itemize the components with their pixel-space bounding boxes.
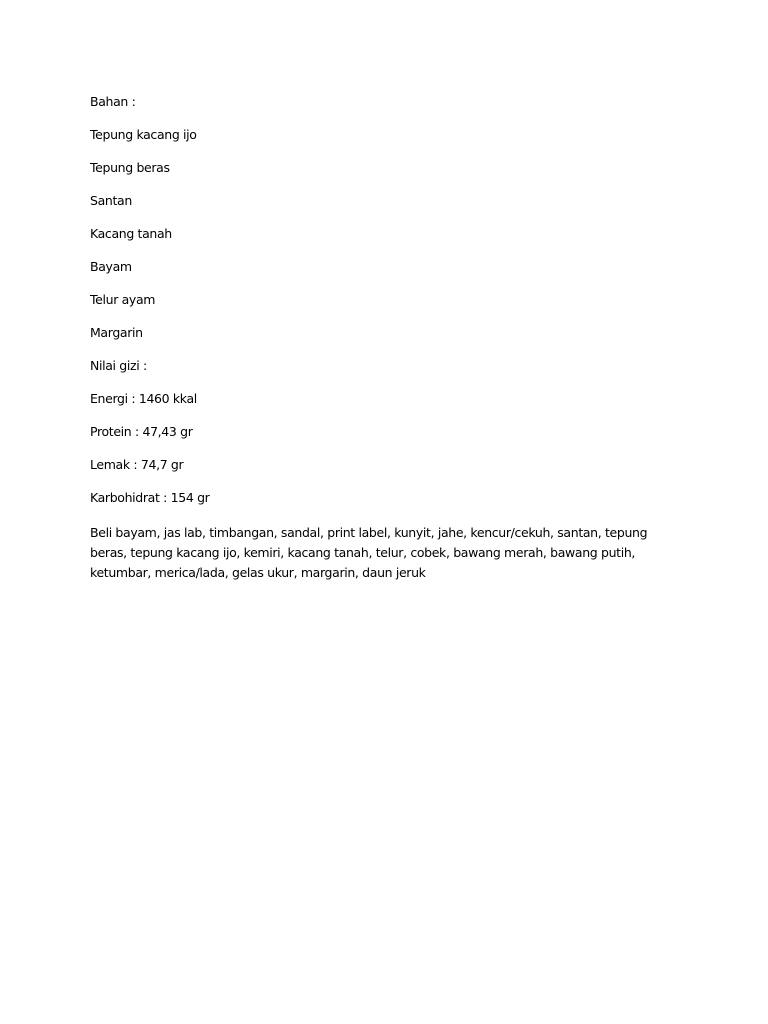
ingredient-item: Margarin — [90, 325, 143, 340]
ingredient-item: Telur ayam — [90, 292, 156, 307]
shopping-list-paragraph: Beli bayam, jas lab, timbangan, sandal, print label, kunyit, jahe, kencur/cekuh, santan, tepung beras, tepung kacang ijo, kemiri, kacang tanah, telur, cobek, bawang merah, bawang putih, ketumbar, merica/lada, gelas ukur, margarin, daun jeruk — [90, 525, 648, 580]
nutrition-item-energi: Energi : 1460 kkal — [90, 391, 197, 406]
ingredient-item: Kacang tanah — [90, 226, 172, 241]
ingredient-item: Bayam — [90, 259, 132, 274]
ingredient-item: Santan — [90, 193, 132, 208]
document-page — [90, 94, 690, 583]
section-heading-bahan: Bahan : — [90, 94, 136, 109]
nutrition-item-lemak: Lemak : 74,7 gr — [90, 457, 184, 472]
nutrition-item-karbohidrat: Karbohidrat : 154 gr — [90, 490, 210, 505]
ingredient-item: Tepung kacang ijo — [90, 127, 197, 142]
nutrition-item-protein: Protein : 47,43 gr — [90, 424, 193, 439]
ingredient-item: Tepung beras — [90, 160, 170, 175]
section-heading-nilai-gizi: Nilai gizi : — [90, 358, 147, 373]
